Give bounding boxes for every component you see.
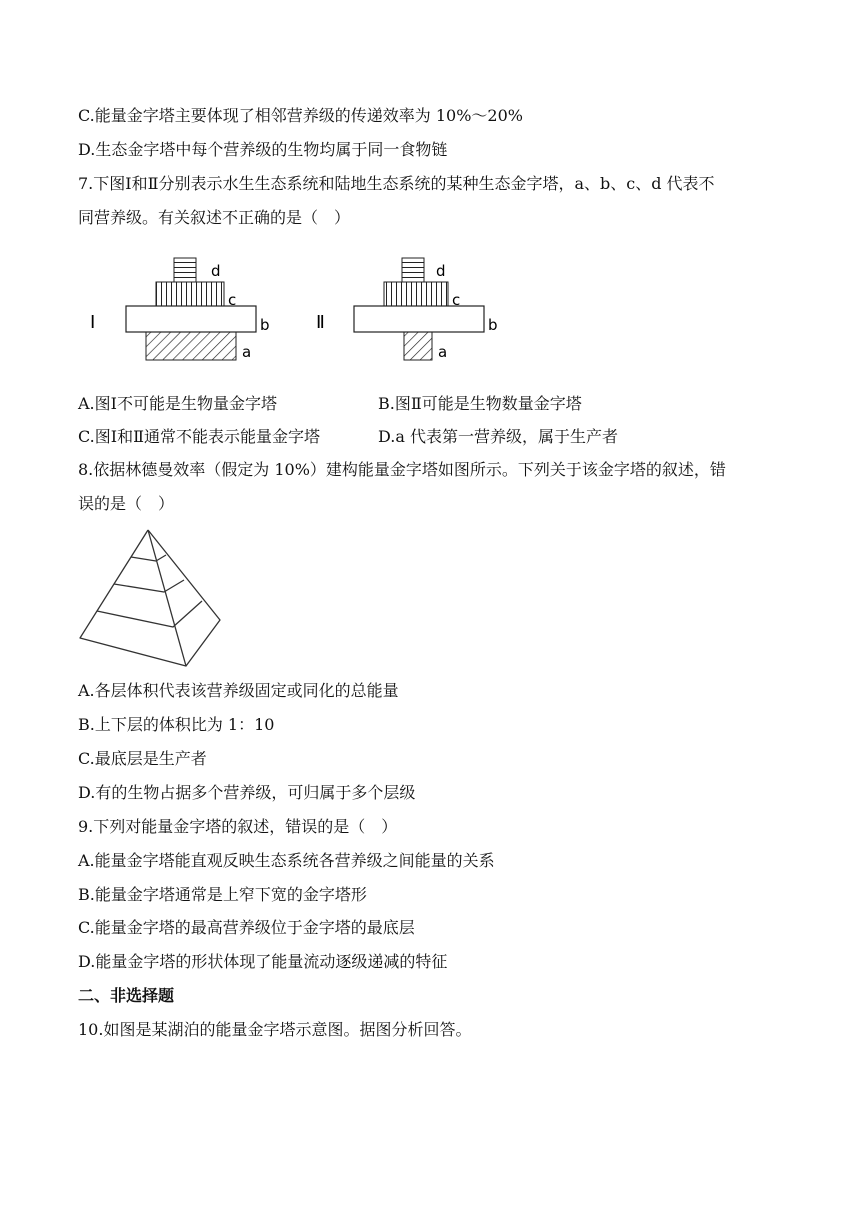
roman-label-I: Ⅰ [90, 312, 96, 333]
label-d: d [436, 262, 446, 280]
label-c: c [228, 291, 237, 309]
figure-I [90, 258, 270, 361]
q9-option-c: C.能量金字塔的最高营养级位于金字塔的最底层 [78, 918, 415, 937]
roman-label-II: Ⅱ [316, 312, 325, 333]
label-a: a [242, 343, 252, 361]
pyramid-front-edge [148, 530, 186, 666]
q7-stem-line1: 7.下图Ⅰ和Ⅱ分别表示水生生态系统和陆地生态系统的某种生态金字塔，a、b、c、d 代表不 [78, 174, 715, 193]
level-a-bar [404, 332, 432, 360]
label-c: c [452, 291, 461, 309]
q7-stem-line2: 同营养级。有关叙述不正确的是（ ） [78, 208, 351, 227]
q8-option-d: D.有的生物占据多个营养级，可归属于多个层级 [78, 783, 416, 802]
level-c-bar [384, 282, 448, 306]
pyramid-outline [80, 530, 220, 666]
q6-option-c: C.能量金字塔主要体现了相邻营养级的传递效率为 10%～20% [78, 106, 523, 125]
q7-option-c: C.图Ⅰ和Ⅱ通常不能表示能量金字塔 [78, 427, 320, 446]
q7-option-b: B.图Ⅱ可能是生物数量金字塔 [378, 394, 582, 413]
q8-option-c: C.最底层是生产者 [78, 749, 207, 768]
level-d-bar [402, 258, 424, 282]
layer-line-3 [97, 601, 202, 627]
q7-pyramid-figure [84, 250, 514, 370]
q6-option-d: D.生态金字塔中每个营养级的生物均属于同一食物链 [78, 140, 448, 159]
q8-option-a: A.各层体积代表该营养级固定或同化的总能量 [78, 681, 399, 700]
q8-pyramid-svg [76, 524, 228, 672]
q9-option-d: D.能量金字塔的形状体现了能量流动逐级递减的特征 [78, 952, 448, 971]
q10-stem: 10.如图是某湖泊的能量金字塔示意图。据图分析回答。 [78, 1020, 472, 1039]
q9-stem: 9.下列对能量金字塔的叙述，错误的是（ ） [78, 817, 398, 836]
level-a-bar [146, 332, 236, 360]
q8-stem-line2: 误的是（ ） [78, 494, 175, 513]
q8-stem-line1: 8.依据林德曼效率（假定为 10%）建构能量金字塔如图所示。下列关于该金字塔的叙述，错 [78, 460, 726, 479]
layer-line-2 [114, 580, 184, 592]
figure-II [316, 258, 498, 361]
label-b: b [488, 316, 498, 334]
label-d: d [211, 262, 221, 280]
q8-option-b: B.上下层的体积比为 1：10 [78, 715, 275, 734]
q8-3d-pyramid-figure [76, 524, 228, 672]
layer-line-1 [131, 555, 166, 561]
level-b-bar [354, 306, 484, 332]
q7-option-a: A.图Ⅰ不可能是生物量金字塔 [78, 394, 277, 413]
q7-pyramid-svg [84, 250, 514, 370]
section-title-non-choice: 二、非选择题 [78, 986, 175, 1005]
level-d-bar [174, 258, 196, 282]
level-c-bar [156, 282, 224, 306]
q9-option-b: B.能量金字塔通常是上窄下宽的金字塔形 [78, 885, 367, 904]
label-b: b [260, 316, 270, 334]
label-a: a [438, 343, 448, 361]
level-b-bar [126, 306, 256, 332]
q9-option-a: A.能量金字塔能直观反映生态系统各营养级之间能量的关系 [78, 851, 495, 870]
q7-option-d: D.a 代表第一营养级，属于生产者 [378, 427, 618, 446]
